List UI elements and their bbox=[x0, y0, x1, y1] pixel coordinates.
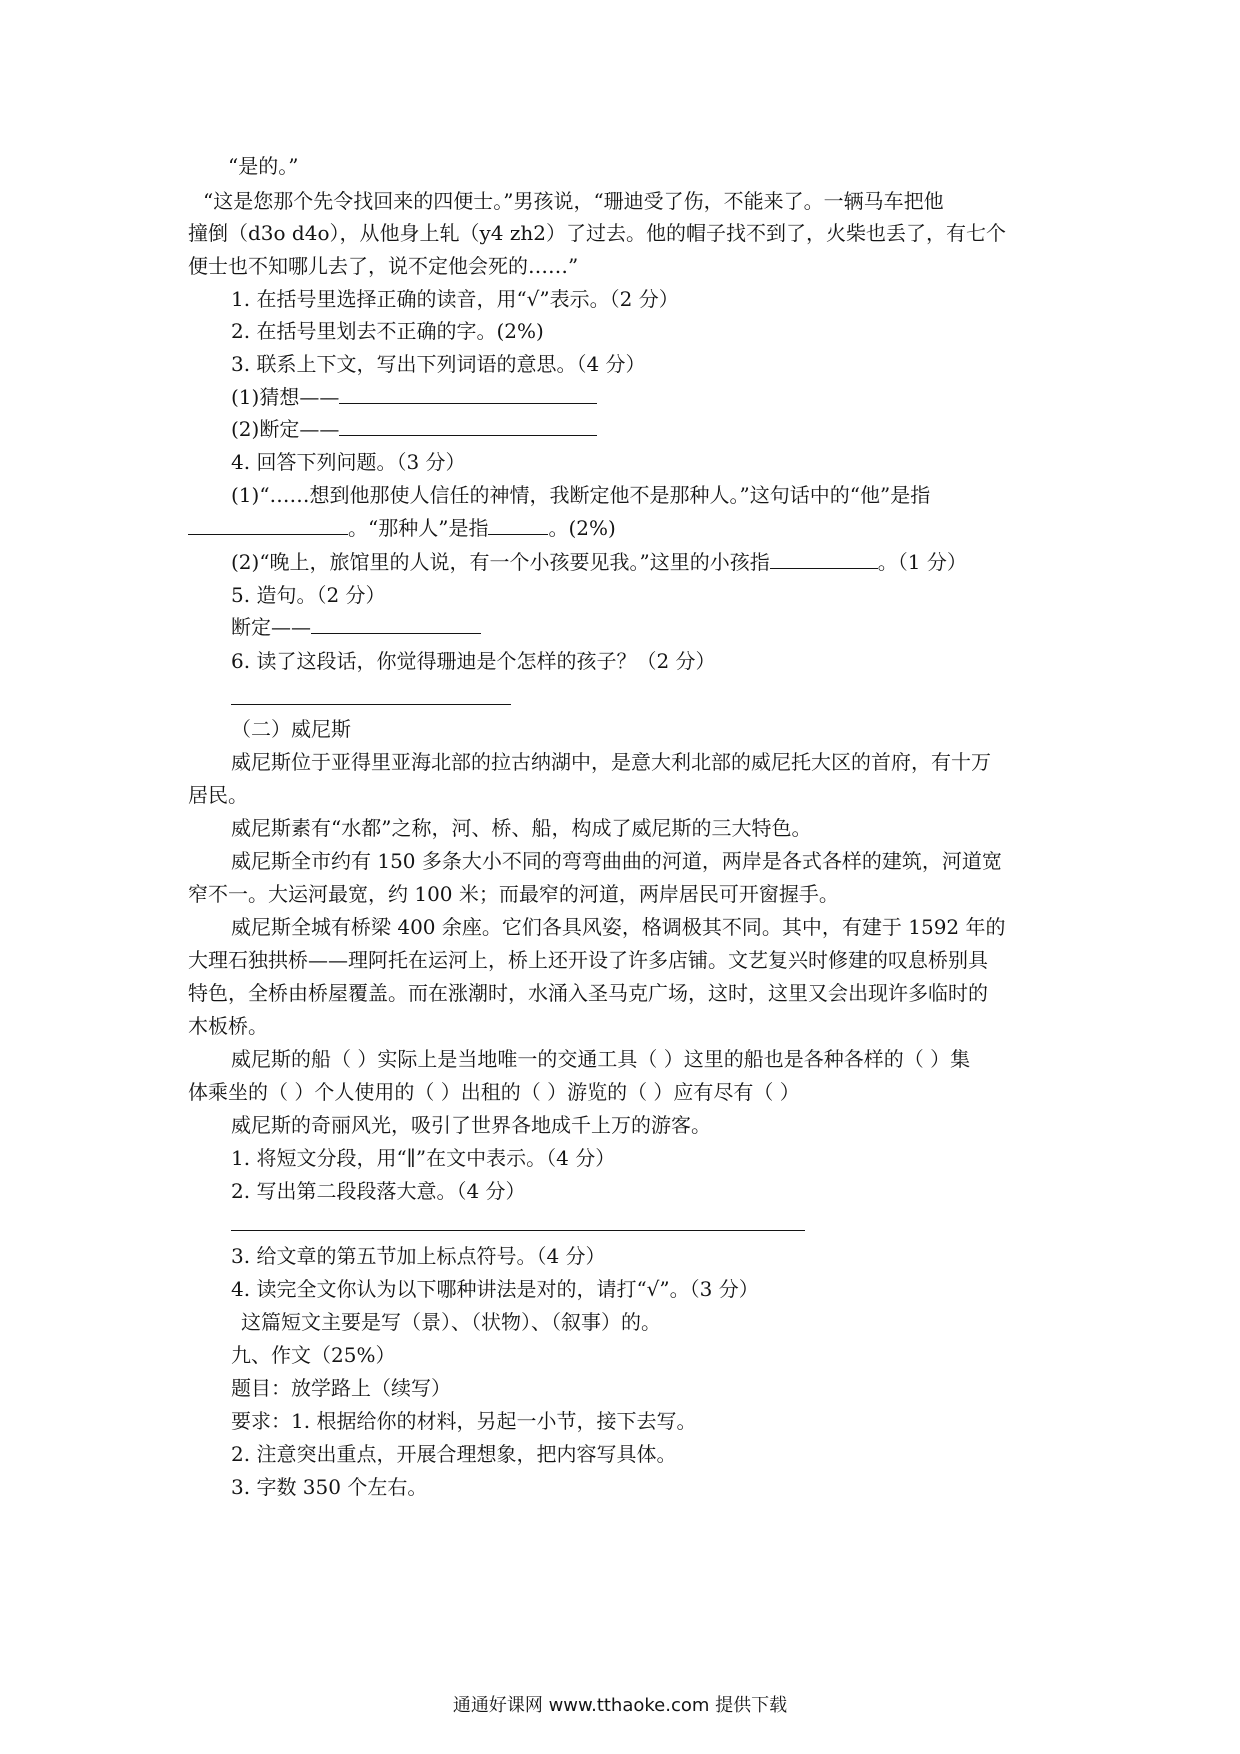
q1-item-5a-label: 断定—— bbox=[231, 615, 311, 639]
story2-p1-line-1-text: 威尼斯位于亚得里亚海北部的拉古纳湖中，是意大利北部的威尼托大区的首府，有十万 bbox=[231, 750, 991, 774]
answer-line[interactable] bbox=[231, 704, 511, 705]
q1-item-3: 3. 联系上下文，写出下列词语的意思。（4 分） bbox=[231, 352, 646, 376]
story2-p5-line-2: 体乘坐的（ ）个人使用的（ ）出租的（ ）游览的（ ）应有尽有（ ） bbox=[188, 1080, 800, 1104]
story1-line-4: 便士也不知哪儿去了，说不定他会死的……” bbox=[188, 254, 579, 278]
story1-line-1: “是的。” bbox=[228, 154, 299, 178]
q1-item-4b-end: 。（1 分） bbox=[877, 550, 967, 574]
story2-p1-line-1 bbox=[231, 746, 1061, 778]
story1-line-3: 撞倒（d3o d4o），从他身上轧（y4 zh2）了过去。他的帽子找不到了，火柴也丢了，有七个 bbox=[188, 221, 1007, 245]
answer-blank[interactable] bbox=[339, 413, 597, 436]
q1-item-4: 4. 回答下列问题。（3 分） bbox=[231, 450, 466, 474]
q1-item-4a-end: 。(2%) bbox=[548, 516, 616, 540]
story2-p3-line-2: 窄不一。大运河最宽，约 100 米；而最窄的河道，两岸居民可开窗握手。 bbox=[188, 882, 839, 906]
q1-item-4b-text: (2)“晚上，旅馆里的人说，有一个小孩要见我。”这里的小孩指 bbox=[231, 550, 770, 574]
q1-item-4a-line-2 bbox=[188, 512, 616, 544]
q1-item-5: 5. 造句。（2 分） bbox=[231, 583, 386, 607]
story2-p4-line-4: 木板桥。 bbox=[188, 1014, 268, 1038]
story2-p6: 威尼斯的奇丽风光，吸引了世界各地成千上万的游客。 bbox=[231, 1113, 711, 1137]
q2-item-4: 4. 读完全文你认为以下哪种讲法是对的，请打“√”。（3 分） bbox=[231, 1277, 759, 1301]
q1-item-3b-label: (2)断定—— bbox=[231, 417, 340, 441]
q2-item-1: 1. 将短文分段，用“∥”在文中表示。（4 分） bbox=[231, 1146, 616, 1170]
q1-item-4a-mid: 。“那种人”是指 bbox=[348, 516, 489, 540]
composition-requirement-2: 2. 注意突出重点，开展合理想象，把内容写具体。 bbox=[231, 1442, 677, 1466]
q1-item-3a-label: (1)猜想—— bbox=[231, 385, 340, 409]
q2-item-3: 3. 给文章的第五节加上标点符号。（4 分） bbox=[231, 1244, 606, 1268]
composition-requirement-1: 要求：1. 根据给你的材料，另起一小节，接下去写。 bbox=[231, 1409, 697, 1433]
q1-item-3b bbox=[231, 413, 597, 445]
q1-item-6: 6. 读了这段话，你觉得珊迪是个怎样的孩子？（2 分） bbox=[231, 649, 716, 673]
q1-item-4b bbox=[231, 546, 967, 578]
q1-item-5a bbox=[231, 611, 481, 643]
q1-item-2: 2. 在括号里划去不正确的字。(2%) bbox=[231, 319, 544, 343]
story2-p5-line-1: 威尼斯的船（ ）实际上是当地唯一的交通工具（ ）这里的船也是各种各样的（ ）集 bbox=[231, 1047, 971, 1071]
story1-line-2-text: “这是您那个先令找回来的四便士。”男孩说，“珊迪受了伤，不能来了。一辆马车把他 bbox=[203, 189, 944, 213]
story1-line-2 bbox=[203, 185, 1072, 217]
q2-item-4a: 这篇短文主要是写（景）、（状物）、（叙事）的。 bbox=[241, 1310, 661, 1334]
answer-blank[interactable] bbox=[770, 546, 878, 569]
answer-blank[interactable] bbox=[188, 512, 348, 535]
composition-title: 题目：放学路上（续写） bbox=[231, 1376, 451, 1400]
q1-item-3a bbox=[231, 381, 597, 413]
q2-item-2: 2. 写出第二段段落大意。（4 分） bbox=[231, 1179, 526, 1203]
answer-blank[interactable] bbox=[488, 512, 548, 535]
composition-requirement-3: 3. 字数 350 个左右。 bbox=[231, 1475, 428, 1499]
story2-p2: 威尼斯素有“水都”之称，河、桥、船，构成了威尼斯的三大特色。 bbox=[231, 816, 812, 840]
story2-p4-line-1: 威尼斯全城有桥梁 400 余座。它们各具风姿，格调极其不同。其中，有建于 1592 年的 bbox=[231, 915, 1006, 939]
story2-title: （二）威尼斯 bbox=[231, 717, 351, 741]
q1-item-4a-line-1: (1)“……想到他那使人信任的神情，我断定他不是那种人。”这句话中的“他”是指 bbox=[231, 483, 931, 507]
answer-blank[interactable] bbox=[339, 381, 597, 404]
footer-text: 通通好课网 www.tthaoke.com 提供下载 bbox=[452, 1695, 788, 1716]
story2-p3-line-1: 威尼斯全市约有 150 多条大小不同的弯弯曲曲的河道，两岸是各式各样的建筑，河道宽 bbox=[231, 849, 1002, 873]
answer-blank[interactable] bbox=[311, 611, 481, 634]
q1-item-1: 1. 在括号里选择正确的读音，用“√”表示。（2 分） bbox=[231, 287, 679, 311]
story2-p1-line-2: 居民。 bbox=[188, 783, 248, 807]
answer-line[interactable] bbox=[231, 1230, 805, 1231]
story2-p4-line-3: 特色，全桥由桥屋覆盖。而在涨潮时，水涌入圣马克广场，这时，这里又会出现许多临时的 bbox=[188, 981, 988, 1005]
story2-p4-line-2: 大理石独拱桥——理阿托在运河上，桥上还开设了许多店铺。文艺复兴时修建的叹息桥别具 bbox=[188, 948, 988, 972]
composition-heading: 九、作文（25%） bbox=[231, 1343, 396, 1367]
